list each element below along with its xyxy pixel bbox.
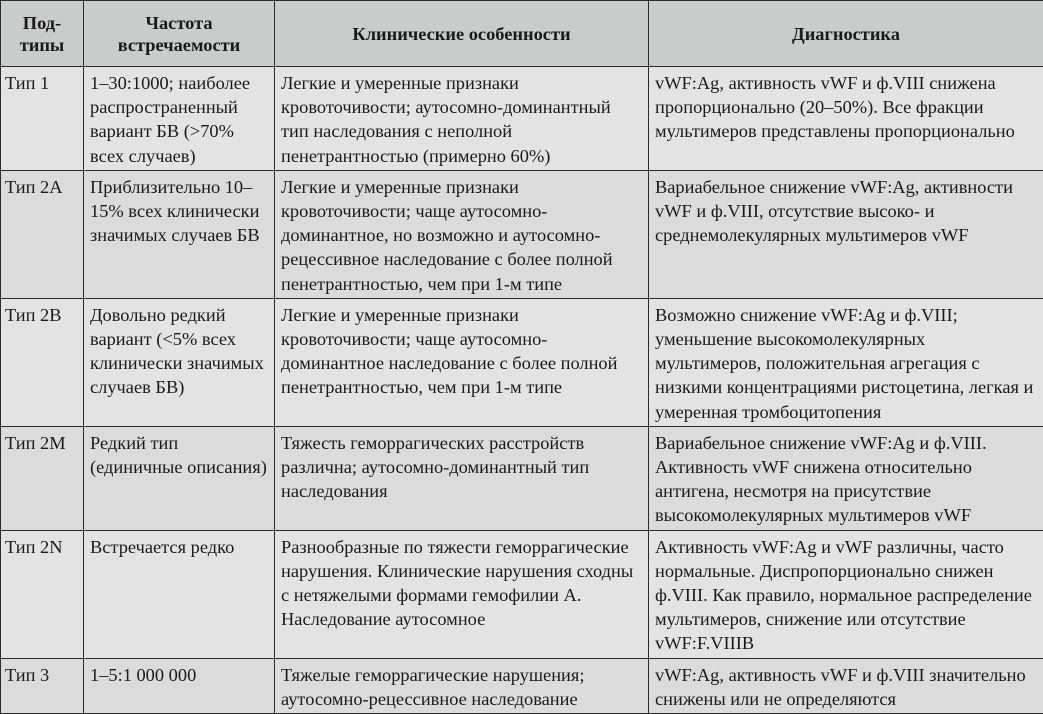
- subtype-cell: Тип 2B: [1, 298, 84, 426]
- subtype-cell: Тип 2N: [1, 530, 84, 658]
- clinical-cell: Разнообразные по тяжести геморрагические нарушения. Клинические нарушения сходны с нетяжелыми формами гемофилии А. Наследование аутосомное: [275, 530, 649, 658]
- frequency-cell: Довольно редкий вариант (<5% всех клинически значимых случаев БВ): [84, 298, 275, 426]
- clinical-cell: Легкие и умеренные признаки кровоточивости; чаще аутосомно-доминантное, но возможно и аутосомно-рецессивное наследование с более полной пенетрантностью, чем при 1-м типе: [275, 170, 649, 298]
- frequency-cell: Приблизительно 10–15% всех клинически значимых случаев БВ: [84, 170, 275, 298]
- table-row: [1, 426, 1043, 530]
- clinical-cell: Легкие и умеренные признаки кровоточивости; чаще аутосомно-доминантное наследование с более полной пенетрантностью, чем при 1-м типе: [275, 298, 649, 426]
- table-row: [1, 67, 1043, 171]
- table-row: [1, 170, 1043, 298]
- header-clinical: Клинические особенности: [275, 1, 649, 67]
- subtype-cell: Тип 2А: [1, 170, 84, 298]
- diagnostics-cell: Активность vWF:Ag и vWF различны, часто нормальные. Диспропорционально снижен ф.VIII. Как правило, нормальное распределение мультимеров, снижение или отсутствие vWF:F.VIIIB: [649, 530, 1043, 658]
- table-row: [1, 658, 1043, 713]
- table-row: [1, 530, 1043, 658]
- subtype-cell: Тип 1: [1, 67, 84, 171]
- frequency-cell: Редкий тип (единичные описания): [84, 426, 275, 530]
- clinical-cell: Легкие и умеренные признаки кровоточивости; аутосомно-доминантный тип наследования с неполной пенетрантностью (примерно 60%): [275, 67, 649, 171]
- subtype-cell: Тип 3: [1, 658, 84, 713]
- diagnostics-cell: Вариабельное снижение vWF:Ag и ф.VIII. Активность vWF снижена относительно антигена, несмотря на присутствие высокомолекулярных мультимеров vWF: [649, 426, 1043, 530]
- table-header-row: [1, 1, 1043, 67]
- diagnostics-cell: vWF:Ag, активность vWF и ф.VIII снижена пропорционально (20–50%). Все фракции мультимеров представлены пропорционально: [649, 67, 1043, 171]
- clinical-cell: Тяжелые геморрагические нарушения; аутосомно-рецессивное наследование: [275, 658, 649, 713]
- frequency-cell: 1–30:1000; наиболее распространенный вариант БВ (>70% всех случаев): [84, 67, 275, 171]
- diagnostics-cell: Вариабельное снижение vWF:Ag, активности vWF и ф.VIII, отсутствие высоко- и среднемолекулярных мультимеров vWF: [649, 170, 1043, 298]
- diagnostics-cell: vWF:Ag, активность vWF и ф.VIII значительно снижены или не определяются: [649, 658, 1043, 713]
- header-subtypes: Под- типы: [1, 1, 84, 67]
- subtype-cell: Тип 2М: [1, 426, 84, 530]
- frequency-cell: 1–5:1 000 000: [84, 658, 275, 713]
- header-diagnostics: Диагностика: [649, 1, 1043, 67]
- header-frequency: Частота встречаемости: [84, 1, 275, 67]
- table-row: [1, 298, 1043, 426]
- clinical-cell: Тяжесть геморрагических расстройств различна; аутосомно-доминантный тип наследования: [275, 426, 649, 530]
- diagnostics-cell: Возможно снижение vWF:Ag и ф.VIII; уменьшение высокомолекулярных мультимеров, положительная агрегация с низкими концентрациями ристоцетина, легкая и умеренная тромбоцитопения: [649, 298, 1043, 426]
- frequency-cell: Встречается редко: [84, 530, 275, 658]
